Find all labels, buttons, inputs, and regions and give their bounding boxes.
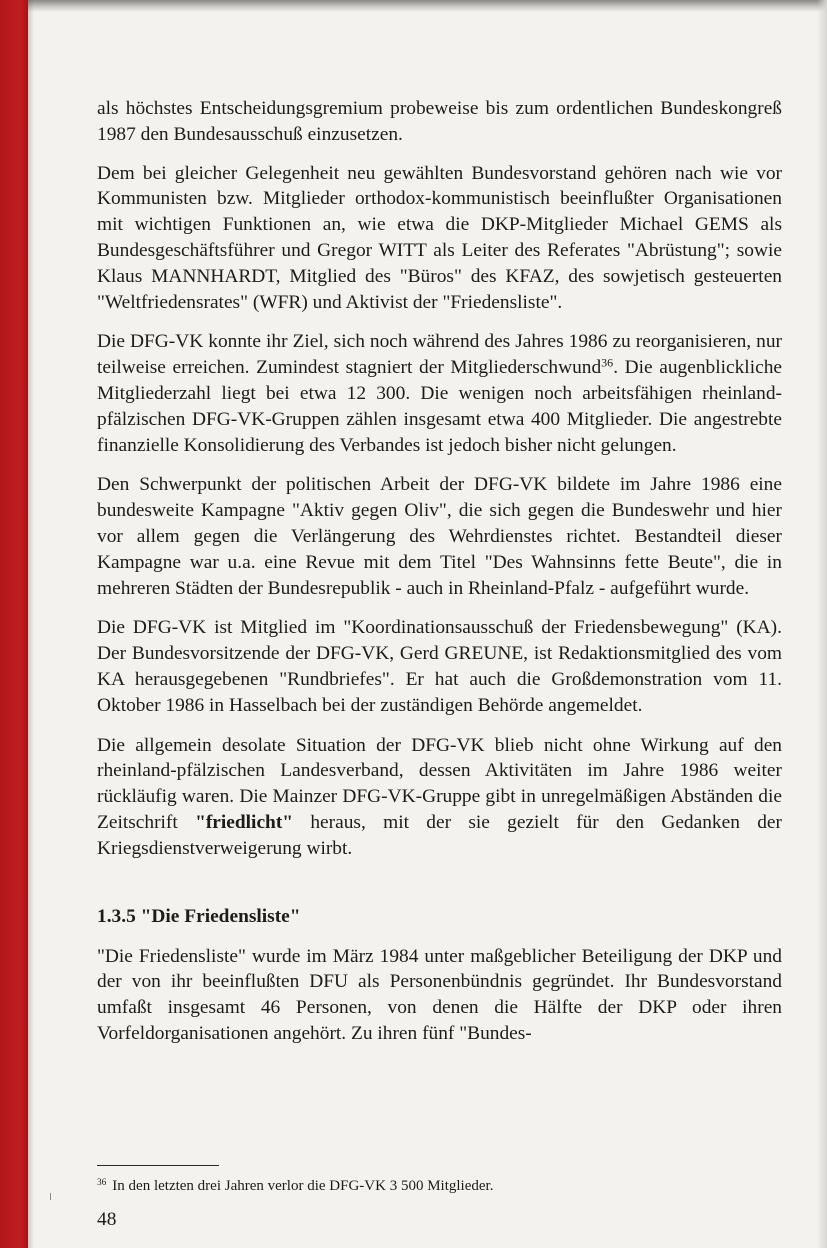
paragraph-6-text-before: Die allgemein desolate Situation der DFG-VK blieb nicht ohne Wirkung auf den rheinland-pfälzischen Landesverband, dessen Aktivitäten im Jahre 1986 weiter rückläufig waren. Die Mainzer DFG-VK-Gruppe gibt in unregelmäßigen Abständen die Zeitschrift — [97, 734, 782, 833]
paragraph-3 — [97, 329, 782, 458]
footnote-ref-36[interactable]: 36 — [601, 355, 614, 370]
paragraph-6 — [97, 733, 782, 862]
section-paragraph: "Die Friedensliste" wurde im März 1984 unter maßgeblicher Beteiligung der DKP und der von ihr beeinflußten DFU als Personenbündnis gegründet. Ihr Bundesvorstand umfaßt insgesamt 46 Personen, von denen die Hälfte der DKP oder ihren Vorfeldorganisationen angehört. Zu ihren fünf "Bundes- — [97, 945, 782, 1044]
book-spine-red — [0, 0, 28, 1248]
paragraph-3-text-before: Die DFG-VK konnte ihr Ziel, sich noch während des Jahres 1986 zu reorganisieren, nur teilweise erreichen. Zumindest stagniert der Mitgliederschwund — [97, 331, 782, 379]
section-heading: 1.3.5 "Die Friedensliste" — [97, 905, 301, 927]
footnote-text: In den letzten drei Jahren verlor die DFG-VK 3 500 Mitglieder. — [112, 1178, 494, 1194]
spine-shadow — [28, 0, 34, 1248]
paragraph-6-text-after: heraus, mit der sie gezielt für den Gedanken der Kriegsdienstverweigerung wirbt. — [97, 811, 782, 859]
footnote — [97, 1176, 493, 1196]
paragraph-4: Den Schwerpunkt der politischen Arbeit der DFG-VK bildete im Jahre 1986 eine bundesweite Kampagne "Aktiv gegen Oliv", die sich gegen die Bundeswehr und hier vor allem gegen die Verlängerung des Wehrdienstes richtet. Bestandteil dieser Kampagne war u.a. eine Revue mit dem Titel "Des Wahnsinns fette Beute", die in mehreren Städten der Bundesrepublik - auch in Rheinland-Pfalz - aufgeführt wurde. — [97, 474, 782, 599]
paragraph-1: als höchstes Entscheidungsgremium probeweise bis zum ordentlichen Bundeskongreß 1987 den Bundesausschuß einzusetzen. — [97, 98, 782, 145]
scan-top-shadow — [0, 0, 827, 12]
page-right-edge — [817, 0, 827, 1248]
footnote-number: 36 — [97, 1177, 107, 1188]
paragraph-3-text-after: . Die augenblickliche Mitgliederzahl liegt bei etwa 12 300. Die wenigen noch arbeitsfähigen rheinland-pfälzischen DFG-VK-Gruppen zählen insgesamt etwa 400 Mitglieder. Die angestrebte finanzielle Konsolidierung des Verbandes ist jedoch bisher nicht gelungen. — [97, 357, 782, 456]
page-number: 48 — [97, 1209, 117, 1230]
publication-title-friedlicht: "friedlicht" — [195, 811, 294, 833]
footnote-divider — [97, 1165, 219, 1166]
paragraph-5: Die DFG-VK ist Mitglied im "Koordinationsausschuß der Friedensbewegung" (KA). Der Bundesvorsitzende der DFG-VK, Gerd GREUNE, ist Redaktionsmitglied des vom KA herausgegebenen "Rundbriefes". Er hat auch die Großdemonstration vom 11. Oktober 1986 in Hasselbach bei der zuständigen Behörde angemeldet. — [97, 617, 782, 716]
paragraph-2: Dem bei gleicher Gelegenheit neu gewählten Bundesvorstand gehören nach wie vor Kommunisten bzw. Mitglieder orthodox-kommunistisch beeinflußter Organisationen mit wichtigen Funktionen an, wie etwa die DKP-Mitglieder Michael GEMS als Bundesgeschäftsführer und Gregor WITT als Leiter des Referates "Abrüstung"; sowie Klaus MANNHARDT, Mitglied des "Büros" des KFAZ, des sowjetisch gesteuerten "Weltfriedensrates" (WFR) und Aktivist der "Friedensliste". — [97, 162, 782, 313]
margin-mark — [50, 1193, 51, 1200]
page-body — [97, 96, 782, 1061]
